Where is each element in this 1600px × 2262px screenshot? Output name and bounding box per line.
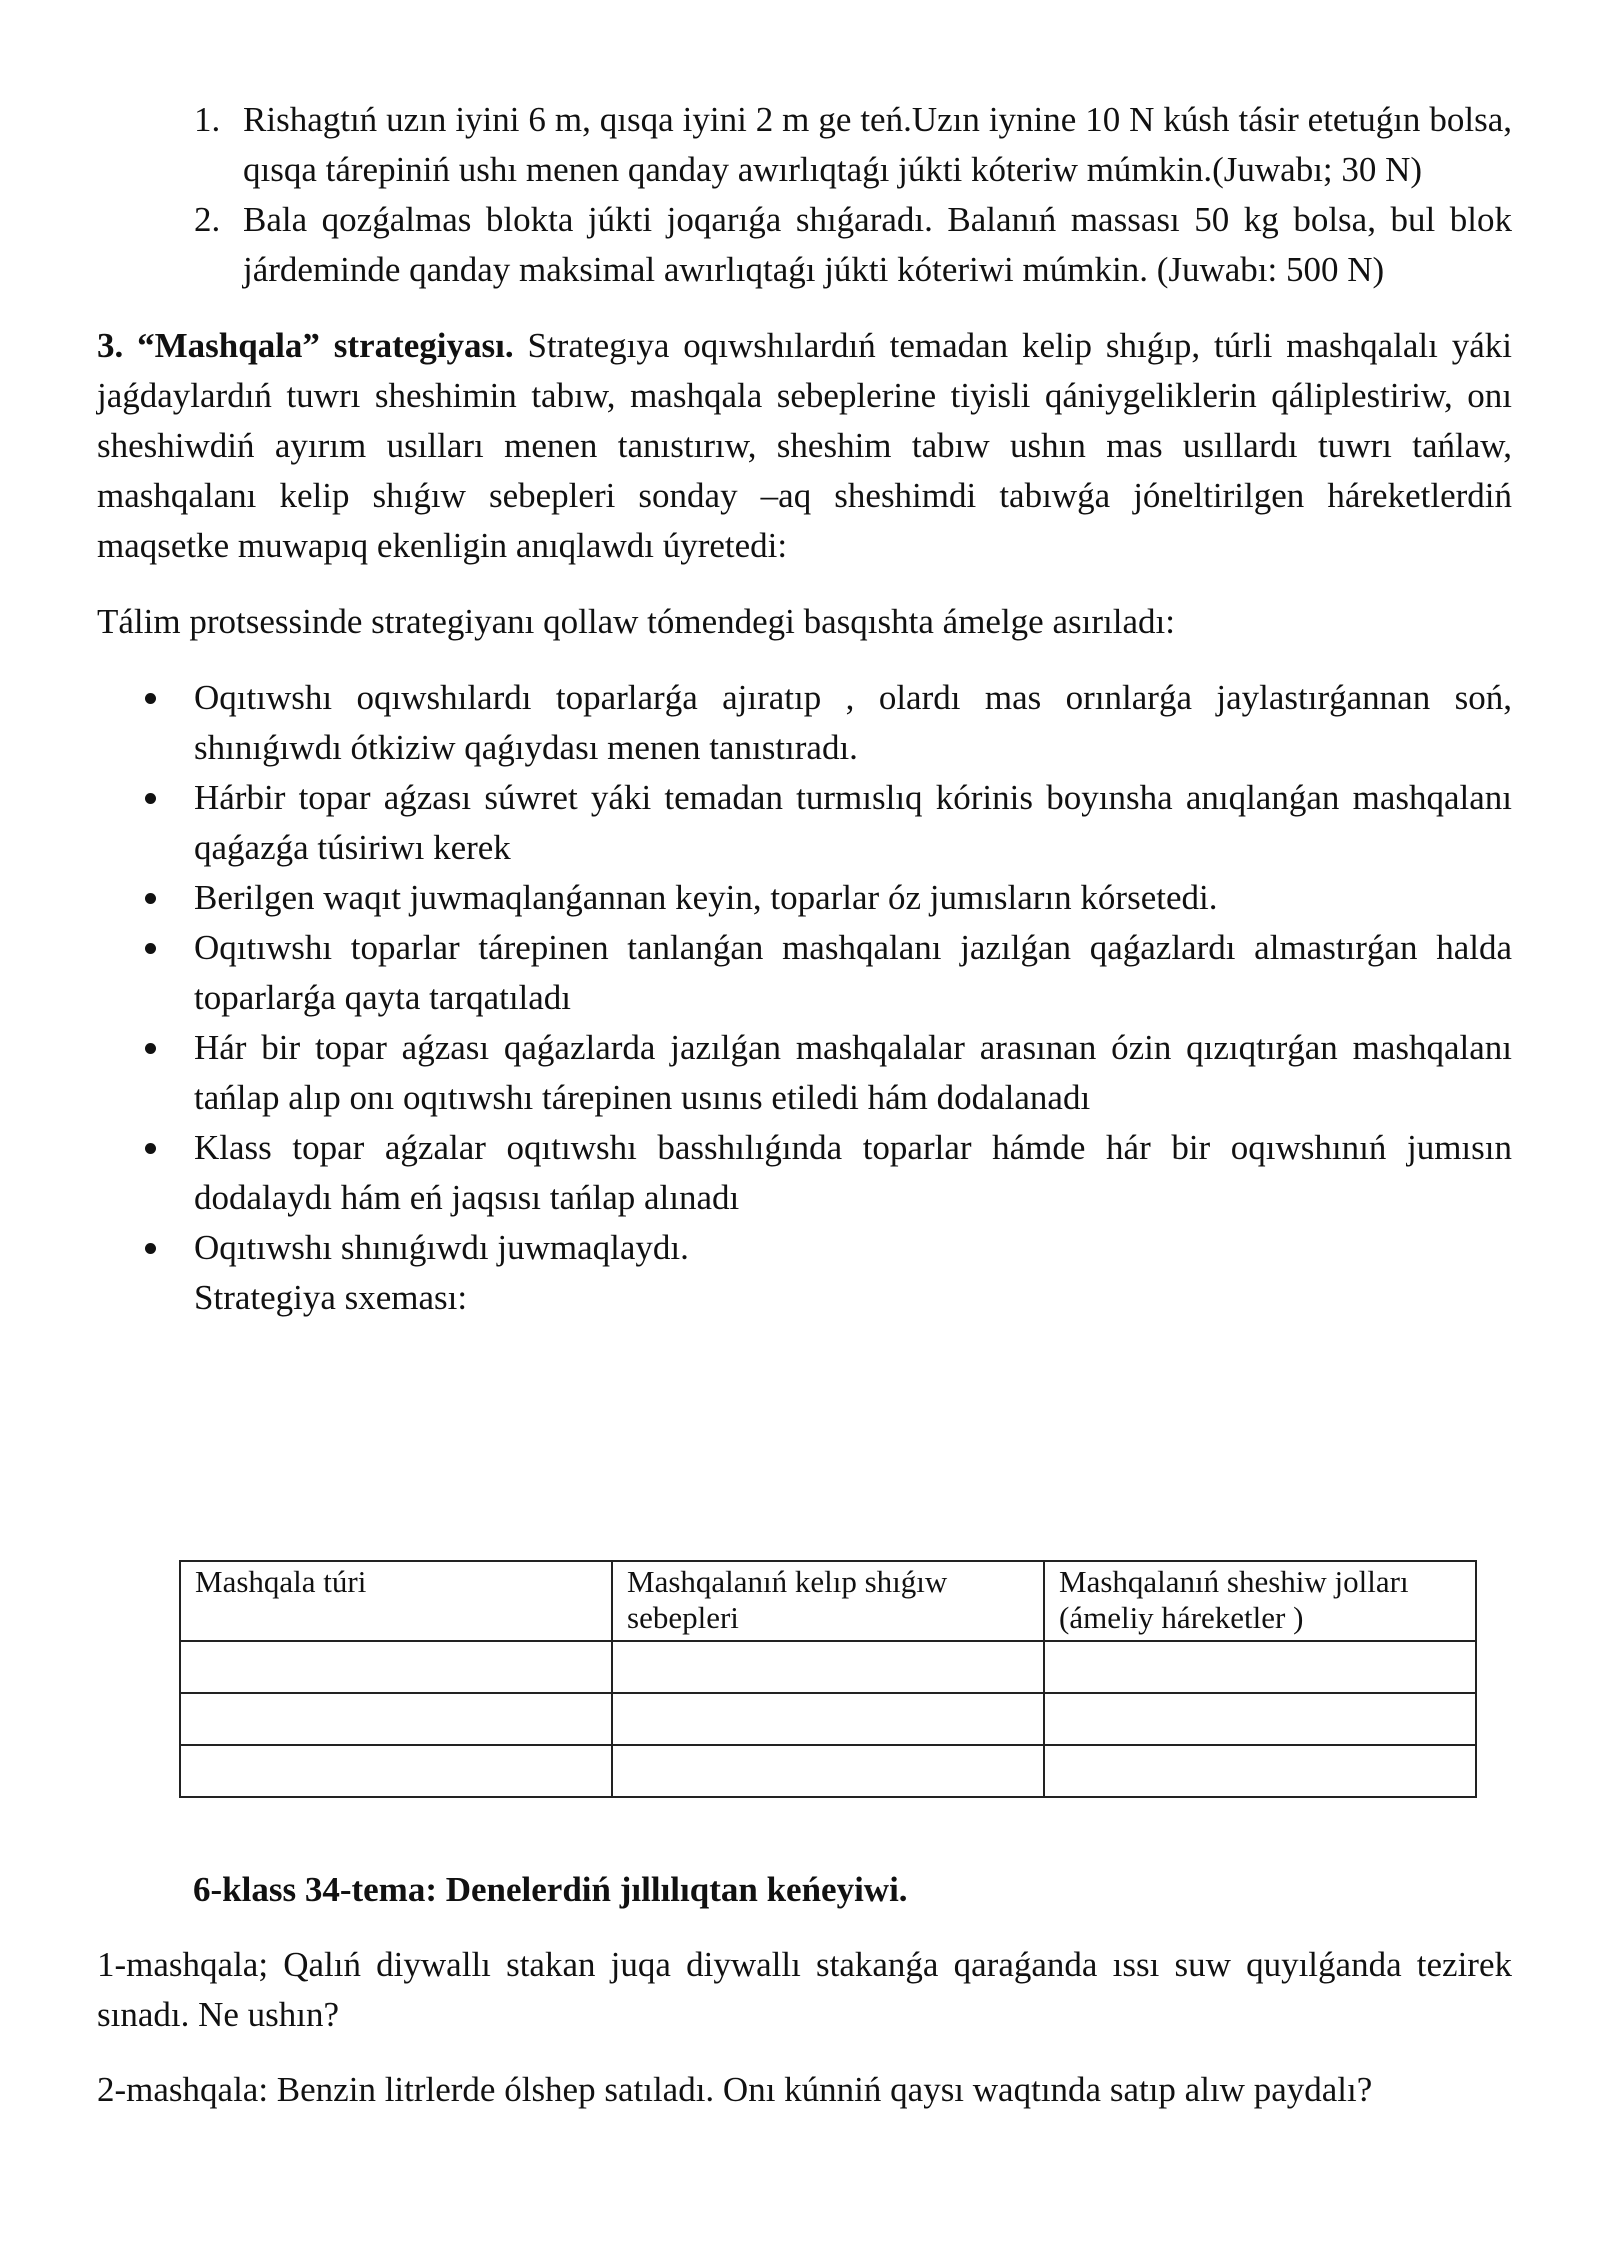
section-3-heading: 3. “Mashqala” strategiyası. [97, 326, 514, 365]
table-cell [612, 1641, 1044, 1693]
strategy-scheme-label: Strategiya sxeması: [194, 1278, 468, 1317]
list-item: Klass topar aǵzalar oqıtıwshı basshılıǵında toparlar hámde hár bir oqıwshınıń jumısın dodalaydı hám eń jaqsısı tańlap alınadı [97, 1123, 1512, 1223]
document-page [97, 95, 1512, 2109]
section-3-text: Strategıya oqıwshılardıń temadan kelip shıǵıp, túrli mashqalalı yáki jaǵdaylardıń tuwrı sheshimin tabıw, mashqala sebeplerine tiyisli qániygeliklerin qáliplestiriw, onı sheshiwdiń ayırım usılları menen tanıstırıw, sheshim tabıw ushın mas usıllardı tuwrı tańlaw, mashqalanı kelip shıǵıw sebepleri sonday –aq sheshimdi tabıwǵa jóneltirilgen háreketlerdiń maqsetke muwapıq ekenligin anıqlawdı úyretedi: [97, 326, 1512, 565]
section-3-paragraph [97, 321, 1512, 571]
numbered-item [97, 195, 1512, 295]
numbered-item [97, 95, 1512, 195]
bullet-icon [145, 793, 156, 804]
table-cell [180, 1641, 612, 1693]
table-cell [1044, 1693, 1476, 1745]
intro-paragraph: Tálim protsessinde strategiyanı qollaw tómendegi basqıshta ámelge asırıladı: [97, 602, 1175, 641]
column-header: Mashqala túri [180, 1561, 612, 1641]
item-number: 1. [194, 100, 221, 139]
table-row [180, 1641, 1476, 1693]
table-cell [180, 1693, 612, 1745]
item-number: 2. [194, 200, 221, 239]
list-item: Hár bir topar aǵzası qaǵazlarda jazılǵan mashqalalar arasınan ózin qızıqtırǵan mashqalanı tańlap alıp onı oqıtıwshı tárepinen usınıs etiledi hám dodalanadı [97, 1023, 1512, 1123]
table-row [180, 1693, 1476, 1745]
bullet-icon [145, 943, 156, 954]
column-header: Mashqalanıń sheshiw jolları (ámeliy háreketler ) [1044, 1561, 1476, 1641]
table-cell [1044, 1641, 1476, 1693]
list-item: Hárbir topar aǵzası súwret yáki temadan turmıslıq kórinis boyınsha anıqlanǵan mashqalanı qaǵazǵa túsiriwı kerek [97, 773, 1512, 873]
steps-bullet-list [97, 673, 1512, 1273]
column-header: Mashqalanıń kelıp shıǵıw sebepleri [612, 1561, 1044, 1641]
numbered-problem-list [97, 95, 1512, 295]
table-cell [180, 1745, 612, 1797]
list-item: Oqıtıwshı toparlar tárepinen tanlanǵan mashqalanı jazılǵan qaǵazlardı almastırǵan halda toparlarǵa qayta tarqatıladı [97, 923, 1512, 1023]
topic-heading: 6-klass 34-tema: Denelerdiń jıllılıqtan keńeyiwi. [193, 1870, 908, 1909]
table-cell [1044, 1745, 1476, 1797]
problem-2-paragraph: 2-mashqala: Benzin litrlerde ólshep satıladı. Onı kúnniń qaysı waqtında satıp alıw paydalı? [97, 2070, 1373, 2109]
bullet-icon [145, 693, 156, 704]
bullet-icon [145, 1143, 156, 1154]
table-cell [612, 1693, 1044, 1745]
bullet-icon [145, 1043, 156, 1054]
item-text: Rishagtıń uzın iyini 6 m, qısqa iyini 2 m ge teń.Uzın iynine 10 N kúsh tásir etetuǵın bolsa, qısqa tárepiniń ushı menen qanday awırlıqtaǵı júkti kóteriw múmkin.(Juwabı; 30 N) [243, 100, 1512, 189]
table-row [180, 1745, 1476, 1797]
list-item: Oqıtıwshı oqıwshılardı toparlarǵa ajıratıp , olardı mas orınlarǵa jaylastırǵannan soń, shınıǵıwdı ótkiziw qaǵıydası menen tanıstıradı. [97, 673, 1512, 773]
problem-1-paragraph: 1-mashqala; Qalıń diywallı stakan juqa diywallı stakanǵa qaraǵanda ıssı suw quyılǵanda tezirek sınadı. Ne ushın? [97, 1945, 1512, 2034]
list-item: Oqıtıwshı shınıǵıwdı juwmaqlaydı. [97, 1223, 1512, 1273]
table-cell [612, 1745, 1044, 1797]
list-item: Berilgen waqıt juwmaqlanǵannan keyin, toparlar óz jumısların kórsetedi. [97, 873, 1512, 923]
table-header-row [180, 1561, 1476, 1641]
strategy-scheme-table [179, 1560, 1477, 1798]
bullet-icon [145, 1243, 156, 1254]
bullet-icon [145, 893, 156, 904]
item-text: Bala qozǵalmas blokta júkti joqarıǵa shıǵaradı. Balanıń massası 50 kg bolsa, bul blok járdeminde qanday maksimal awırlıqtaǵı júkti kóteriwi múmkin. (Juwabı: 500 N) [243, 200, 1512, 289]
